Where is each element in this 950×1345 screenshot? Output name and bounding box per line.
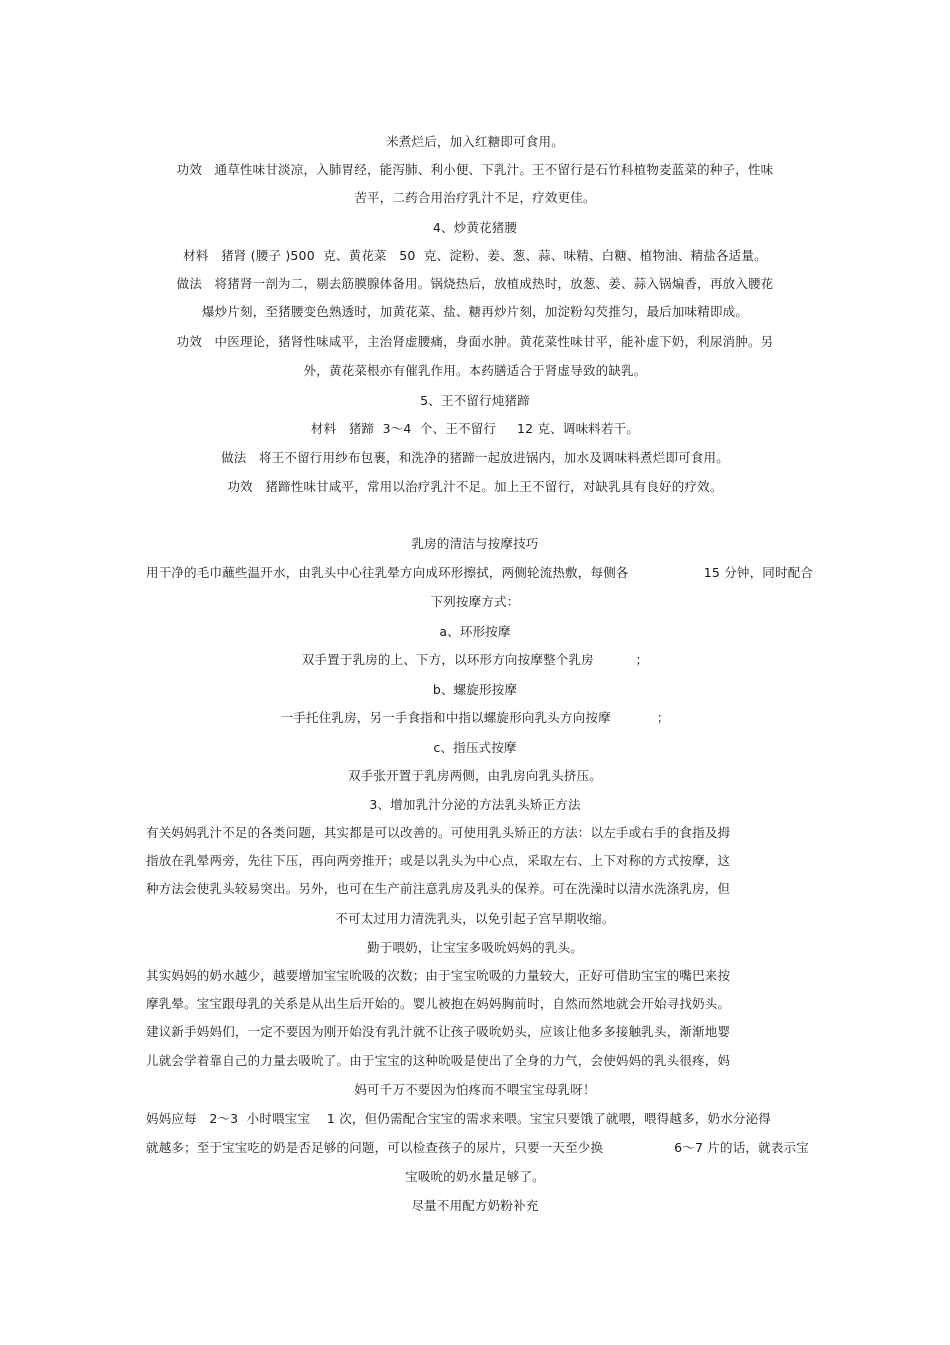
text-line: 用干净的毛巾蘸些温开水，由乳头中心往乳晕方向成环形擦拭，两侧轮流热敷，每侧各 15 分钟，同时配合 [146,565,814,580]
section-heading: 4、炒黄花猪腰 [432,220,518,235]
text-line: 米煮烂后，加入红糖即可食用。 [386,134,564,149]
text-line: 外，黄花菜根亦有催乳作用。本药膳适合于肾虚导致的缺乳。 [303,363,647,378]
text-line: 摩乳晕。宝宝跟母乳的关系是从出生后开始的。婴儿被抱在妈妈胸前时，自然而然地就会开始寻找奶头。 [146,996,731,1011]
section-heading: 3、增加乳汁分泌的方法乳头矫正方法 [369,797,581,812]
text-line: 有关妈妈乳汁不足的各类问题，其实都是可以改善的。可使用乳头矫正的方法：以左手或右手的食指及拇 [146,825,731,840]
text-line: 材料 猪肾 (腰子 )500 克、黄花菜 50 克、淀粉、姜、葱、蒜、味精、白糖、植物油、精盐各适量。 [183,248,767,263]
text-line: 不可太过用力清洗乳头，以免引起子宫早期收缩。 [335,911,615,926]
text-line: 建议新手妈妈们，一定不要因为刚开始没有乳汁就不让孩子吸吮奶头，应该让他多多接触乳头，渐渐地婴 [146,1024,731,1039]
text-line: 双手置于乳房的上、下方，以环形方向按摩整个乳房 ； [301,652,649,667]
text-line: 一手托住乳房，另一手食指和中指以螺旋形向乳头方向按摩 ； [280,710,670,725]
text-line: 功效 通草性味甘淡凉，入肺胃经，能泻肺、利小便、下乳汁。王不留行是石竹科植物麦蓝菜的种子，性味 [176,162,774,177]
text-line: 苦平，二药合用治疗乳汁不足，疗效更佳。 [354,190,596,205]
text-line: 双手张开置于乳房两侧，由乳房向乳头挤压。 [347,768,602,783]
subheading: c、指压式按摩 [433,740,517,755]
text-line: 功效 猪蹄性味甘咸平，常用以治疗乳汁不足。加上王不留行，对缺乳具有良好的疗效。 [227,479,723,494]
text-line: 其实妈妈的奶水越少，越要增加宝宝吮吸的次数；由于宝宝吮吸的力量较大，正好可借助宝宝的嘴巴来按 [146,968,731,983]
subheading: b、螺旋形按摩 [432,682,518,697]
text-line: 下列按摩方式： [430,594,520,609]
text-line: 勤于喂奶，让宝宝多吸吮妈妈的乳头。 [367,940,583,955]
text-line: 指放在乳晕两旁，先往下压，再向两旁推开；或是以乳头为中心点，采取左右、上下对称的方式按摩，这 [146,853,731,868]
text-line: 爆炒片刻，至猪腰变色熟透时，加黄花菜、盐、糖再炒片刻，加淀粉勾芡推匀，最后加味精即成。 [201,304,749,319]
text-line: 儿就会学着靠自己的力量去吸吮了。由于宝宝的这种吮吸是使出了全身的力气，会使妈妈的乳头很疼，妈 [146,1053,731,1068]
section-heading: 乳房的清洁与按摩技巧 [411,536,539,551]
text-line: 妈妈应每 2～3 小时喂宝宝 1 次，但仍需配合宝宝的需求来喂。宝宝只要饿了就喂，喂得越多，奶水分泌得 [146,1111,771,1126]
text-line: 妈可千万不要因为怕疼而不喂宝宝母乳呀！ [354,1082,596,1097]
text-line: 功效 中医理论，猪肾性味咸平，主治肾虚腰痛，身面水肿。黄花菜性味甘平，能补虚下奶，利尿消肿。另 [176,334,774,349]
text-line: 种方法会使乳头较易突出。另外，也可在生产前注意乳房及乳头的保养。可在洗澡时以清水洗涤乳房，但 [146,881,731,896]
section-heading: 5、王不留行炖猪蹄 [420,393,530,408]
section-heading: 尽量不用配方奶粉补充 [411,1198,539,1213]
text-line: 宝吸吮的奶水量足够了。 [405,1169,545,1184]
subheading: a、环形按摩 [439,624,511,639]
text-line: 材料 猪蹄 3～4 个、王不留行 12 克、调味料若干。 [310,421,640,436]
text-line: 做法 将王不留行用纱布包裹，和洗净的猪蹄一起放进锅内，加水及调味料煮烂即可食用。 [221,450,729,465]
text-line: 就越多；至于宝宝吃的奶是否足够的问题，可以检查孩子的尿片，只要一天至少换 6～7 片的话，就表示宝 [146,1140,809,1155]
text-line: 做法 将猪肾一剖为二，剔去筋膜腺体备用。锅烧热后，放植成热时，放葱、姜、蒜入锅煸香，再放入腰花 [176,276,774,291]
